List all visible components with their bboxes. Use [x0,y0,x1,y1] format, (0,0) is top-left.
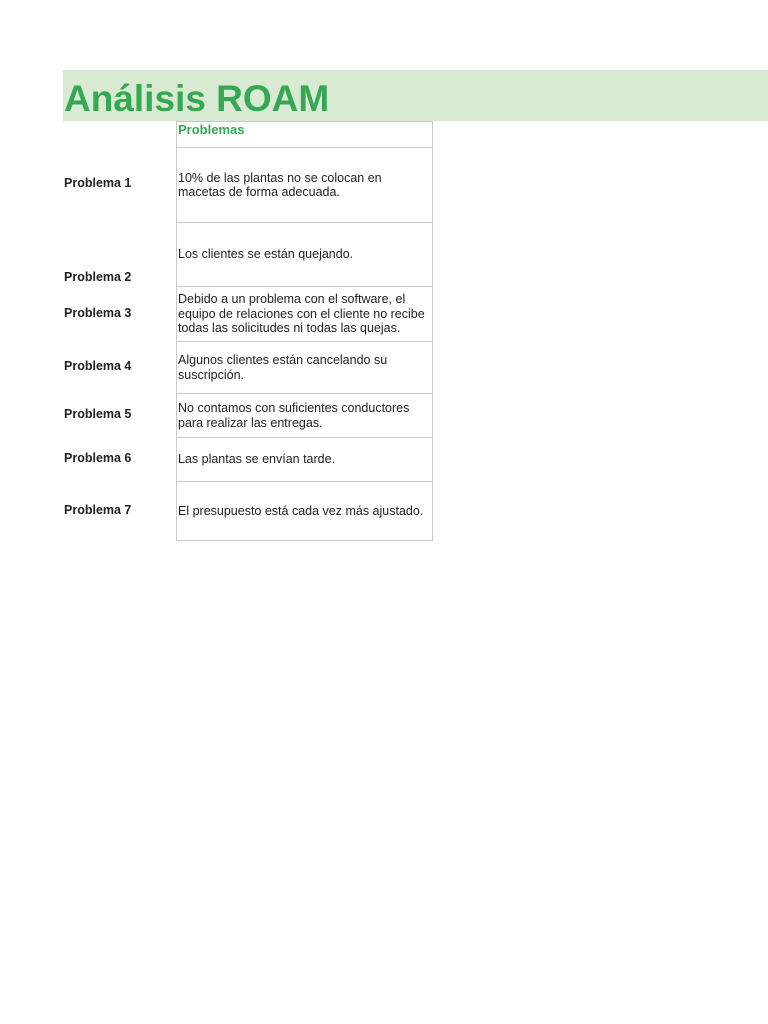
problem-label-5: Problema 5 [64,407,132,421]
problem-cell-7[interactable]: El presupuesto está cada vez más ajustado. [178,503,424,518]
problem-label-2: Problema 2 [64,270,132,284]
problems-table [176,121,433,541]
problem-cell-3[interactable]: Debido a un problema con el software, el equipo de relaciones con el cliente no recibe todas las solicitudes ni todas las quejas. [177,287,432,342]
problem-cell-2[interactable]: Los clientes se están quejando. [177,223,432,287]
problem-cell-5[interactable]: No contamos con suficientes conductores para realizar las entregas. [177,394,432,438]
problem-cell-1[interactable]: 10% de las plantas no se colocan en macetas de forma adecuada. [177,148,432,223]
problem-label-3: Problema 3 [64,306,132,320]
page-title: Análisis ROAM [64,78,330,119]
problem-label-4: Problema 4 [64,359,132,373]
problem-cell-4[interactable]: Algunos clientes están cancelando su suscripción. [177,342,432,394]
problem-label-1: Problema 1 [64,176,132,190]
table-header[interactable]: Problemas [177,122,432,148]
problem-label-7: Problema 7 [64,503,132,517]
problem-label-6: Problema 6 [64,451,132,465]
problem-cell-6[interactable]: Las plantas se envían tarde. [177,438,432,482]
